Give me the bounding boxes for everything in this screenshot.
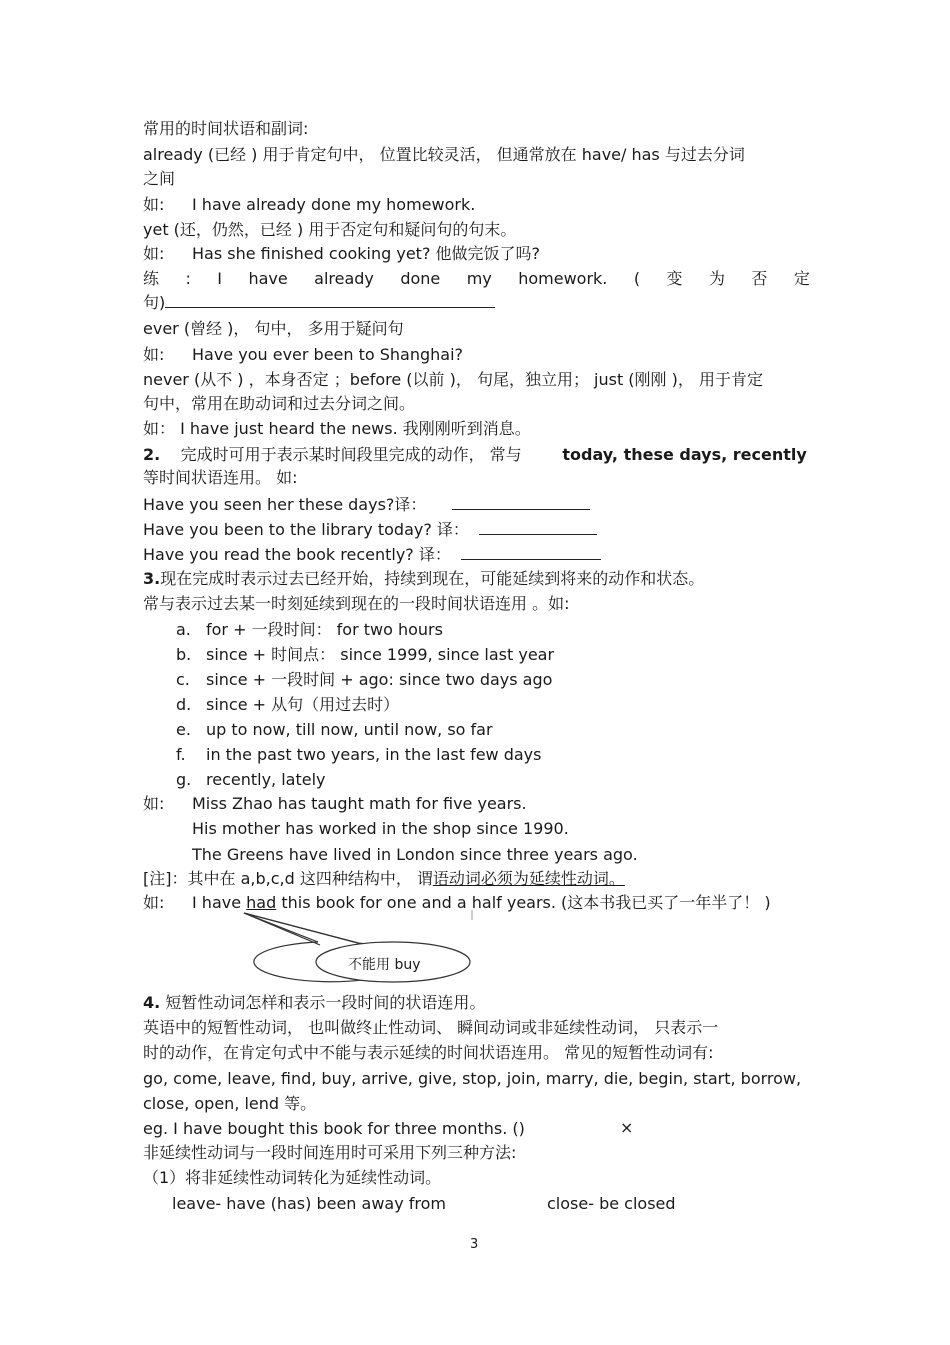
line-time-adverbs-heading: 常用的时间状语和副词: bbox=[143, 119, 309, 138]
list-text: recently, lately bbox=[206, 770, 326, 789]
line-just-cont: 句中，常用在助动词和过去分词之间。 bbox=[143, 394, 416, 413]
translate-prompt: Have you seen her these days?译： bbox=[143, 495, 427, 514]
exercise-word: have bbox=[248, 269, 288, 288]
section-2-cont: 等时间状语连用。 如: bbox=[143, 468, 298, 487]
exercise-word: ( bbox=[633, 269, 641, 288]
verb-list: go, come, leave, find, buy, arrive, give, stop, join, marry, die, begin, start, borrow, bbox=[143, 1069, 802, 1088]
examples-label: 如: bbox=[143, 794, 165, 813]
line-yet: yet (还，仍然，已经 ) 用于否定句和疑问句的句末。 bbox=[143, 220, 517, 239]
line-already: already (已经 ) 用于肯定句中， 位置比较灵活， 但通常放在 have/ has 与过去分词 bbox=[143, 145, 745, 164]
section-3-cont: 常与表示过去某一时刻延续到现在的一段时间状语连用 。如: bbox=[143, 594, 570, 613]
methods-intro: 非延续性动词与一段时间连用时可采用下列三种方法: bbox=[143, 1143, 517, 1162]
list-text: for + 一段时间： for two hours bbox=[206, 620, 443, 639]
callout-pointer bbox=[244, 913, 320, 945]
exercise-word: homework. bbox=[518, 269, 608, 288]
verb-list-cont: close, open, lend 等。 bbox=[143, 1094, 317, 1113]
exercise-word: done bbox=[400, 269, 441, 288]
cross-mark-icon: × bbox=[620, 1118, 634, 1137]
list-letter: a. bbox=[176, 620, 191, 639]
section-number: 4. bbox=[143, 993, 161, 1012]
page-number: 3 bbox=[470, 1237, 479, 1252]
example-text: I have bbox=[192, 893, 247, 912]
exercise-word: 练 bbox=[143, 269, 160, 288]
example-had-label: 如: bbox=[143, 893, 165, 912]
list-text: up to now, till now, until now, so far bbox=[206, 720, 493, 739]
list-letter: b. bbox=[176, 645, 192, 664]
list-letter: d. bbox=[176, 695, 192, 714]
exercise-word: : bbox=[185, 269, 191, 288]
list-letter: g. bbox=[176, 770, 192, 789]
section-4-heading bbox=[143, 992, 485, 1014]
list-letter: e. bbox=[176, 720, 191, 739]
list-letter: f. bbox=[176, 745, 186, 764]
word-had: had bbox=[246, 893, 277, 912]
exercise-word: 变 bbox=[666, 269, 683, 288]
example-text: this book for one and a half years. (这本书我已买了一年半了！ ) bbox=[276, 893, 771, 912]
translate-prompt: Have you read the book recently? 译： bbox=[143, 545, 451, 564]
section-number: 3. bbox=[143, 569, 161, 588]
exercise-word: my bbox=[466, 269, 492, 288]
line-already-cont: 之间 bbox=[143, 169, 176, 188]
translate-prompt: Have you been to the library today? 译： bbox=[143, 520, 469, 539]
example-ever-label: 如: bbox=[143, 345, 165, 364]
example-already: I have already done my homework. bbox=[192, 195, 476, 214]
exercise-word: I bbox=[217, 269, 222, 288]
example-just: 如： I have just heard the news. 我刚刚听到消息。 bbox=[143, 419, 531, 438]
section-4-para: 英语中的短暂性动词， 也叫做终止性动词、 瞬间动词或非延续性动词， 只表示一 bbox=[143, 1018, 719, 1037]
example-sentence: Miss Zhao has taught math for five years. bbox=[192, 794, 527, 813]
example-sentence: The Greens have lived in London since three years ago. bbox=[192, 845, 638, 864]
example-already-label: 如: bbox=[143, 195, 165, 214]
exercise-word: 定 bbox=[793, 269, 810, 288]
note-text: [注]：其中在 a,b,c,d 这四种结构中， 谓 bbox=[143, 869, 433, 888]
note-underlined: 语动词必须为延续性动词。 bbox=[432, 869, 625, 888]
conversion-close: close- be closed bbox=[547, 1194, 676, 1213]
method-1: （1）将非延续性动词转化为延续性动词。 bbox=[143, 1168, 442, 1187]
callout-text: 不能用 buy bbox=[348, 957, 421, 973]
conversion-leave: leave- have (has) been away from bbox=[172, 1194, 447, 1213]
list-letter: c. bbox=[176, 670, 190, 689]
wrong-example: eg. I have bought this book for three months. () bbox=[143, 1119, 525, 1138]
section-2-keywords: today, these days, recently bbox=[562, 445, 807, 464]
exercise-word: 否 bbox=[751, 269, 768, 288]
list-text: since + 一段时间 + ago: since two days ago bbox=[206, 670, 553, 689]
exercise-word: 为 bbox=[708, 269, 725, 288]
example-sentence: His mother has worked in the shop since 1990. bbox=[192, 819, 569, 838]
section-number: 2. bbox=[143, 445, 161, 464]
callout-pointer bbox=[244, 913, 358, 943]
section-3-text: 现在完成时表示过去已经开始，持续到现在，可能延续到将来的动作和状态。 bbox=[160, 569, 705, 588]
line-never-before-just: never (从不 ) ，本身否定 ；before (以前 )， 句尾，独立用； just (刚刚 )， 用于肯定 bbox=[143, 370, 763, 389]
list-text: since + 从句（用过去时） bbox=[206, 695, 400, 714]
example-yet-label: 如: bbox=[143, 244, 165, 263]
list-text: since + 时间点： since 1999, since last year bbox=[206, 645, 555, 664]
section-2-text: 完成时可用于表示某时间段里完成的动作， 常与 bbox=[180, 445, 522, 464]
example-ever: Have you ever been to Shanghai? bbox=[192, 345, 464, 364]
line-ever: ever (曾经 )， 句中， 多用于疑问句 bbox=[143, 319, 404, 338]
exercise-cont-text: 句) bbox=[143, 293, 166, 312]
section-4-para: 时的动作，在肯定句式中不能与表示延续的时间状语连用。 常见的短暂性动词有: bbox=[143, 1043, 714, 1062]
exercise-word: already bbox=[314, 269, 374, 288]
example-yet: Has she finished cooking yet? 他做完饭了吗? bbox=[192, 244, 541, 263]
list-text: in the past two years, in the last few days bbox=[206, 745, 542, 764]
section-4-text: 短暂性动词怎样和表示一段时间的状语连用。 bbox=[165, 993, 486, 1012]
